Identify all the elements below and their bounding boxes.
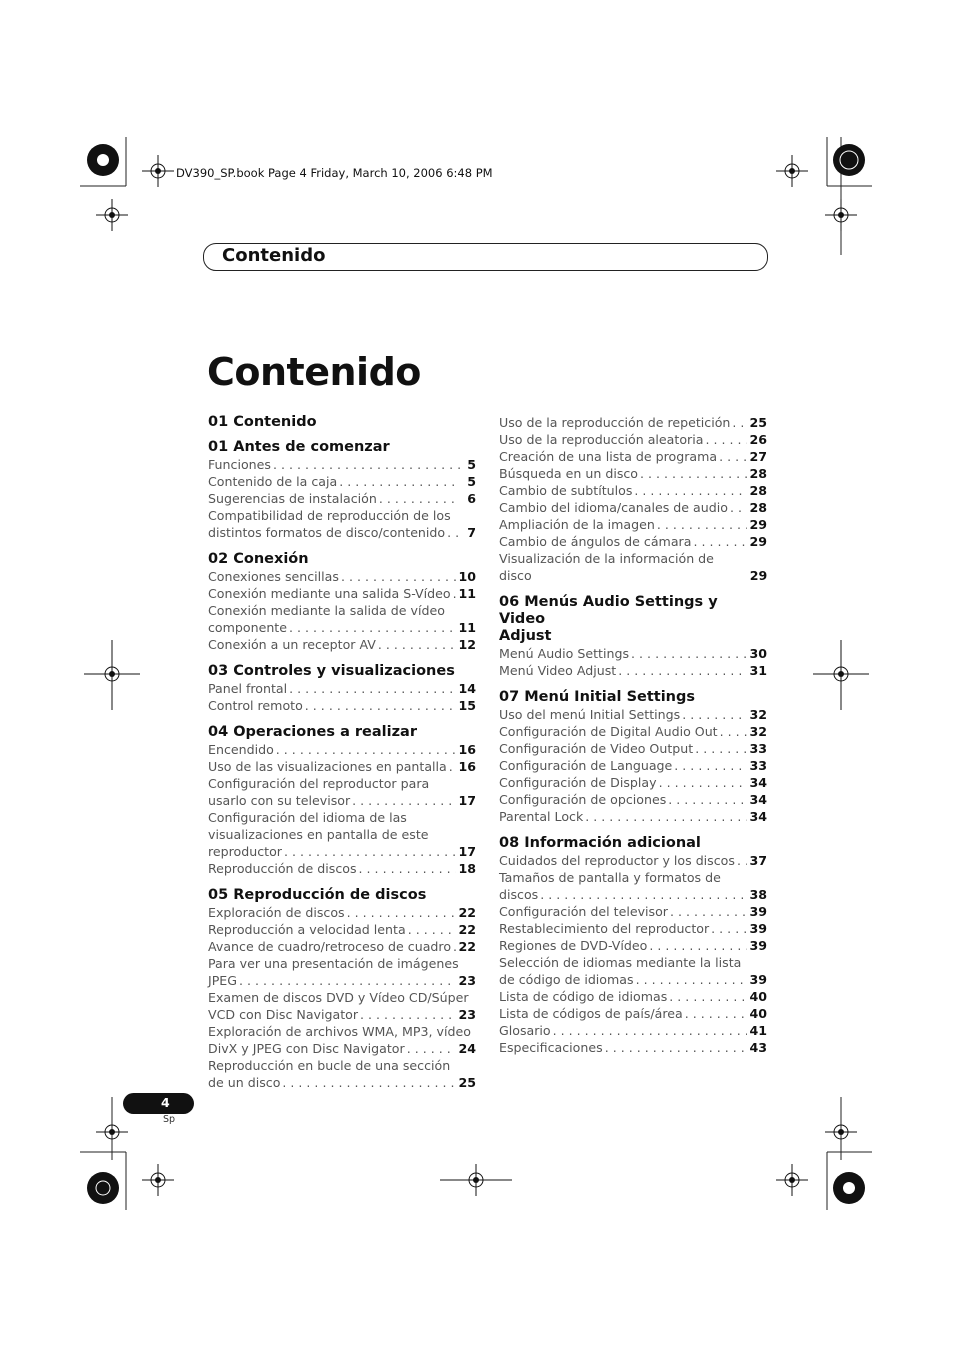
toc-entry-text: Visualización de la información de disco [499, 551, 718, 583]
toc-entry[interactable] [499, 740, 767, 757]
toc-entry-page: 28 [749, 483, 767, 498]
toc-entry-text: Configuración de Video Output [499, 741, 694, 756]
toc-entry[interactable] [499, 465, 767, 482]
toc-section-title[interactable]: 02 Conexión [208, 551, 309, 567]
toc-entry-text: Conexión mediante una salida S-Vídeo [208, 586, 451, 601]
toc-entry-text: Búsqueda en un disco [499, 466, 639, 481]
toc-entry-text: Uso de la reproducción de repetición [499, 415, 731, 430]
toc-entry[interactable] [208, 524, 476, 541]
toc-entry-text: Configuración del televisor [499, 904, 668, 919]
toc-left-column [208, 414, 476, 1091]
toc-entry-page: 25 [458, 1075, 476, 1090]
toc-entry-text: Lista de códigos de país/área [499, 1006, 683, 1021]
toc-entry-page: 34 [749, 775, 767, 790]
toc-entry[interactable] [499, 1005, 767, 1022]
toc-entry-page: 22 [458, 939, 476, 954]
toc-entry[interactable] [499, 499, 767, 516]
toc-entry-text: Reproducción a velocidad lenta [208, 922, 406, 937]
page-number-tab [123, 1093, 194, 1114]
toc-entry[interactable] [499, 774, 767, 791]
toc-entry-page: 39 [749, 904, 767, 919]
toc-entry-text: de código de idiomas [499, 972, 634, 987]
toc-entry-text: Configuración de opciones [499, 792, 667, 807]
toc-entry-page: 33 [749, 758, 767, 773]
toc-entry-page: 29 [749, 534, 767, 549]
toc-entry[interactable] [499, 791, 767, 808]
toc-entry[interactable] [208, 1006, 476, 1023]
toc-entry-text: Contenido de la caja [208, 474, 338, 489]
toc-section-title-cont[interactable]: Adjust [499, 628, 552, 644]
toc-entry[interactable] [499, 937, 767, 954]
toc-entry-page: 11 [458, 620, 476, 635]
toc-right-column [499, 414, 767, 1056]
toc-entry-text: Parental Lock [499, 809, 584, 824]
toc-entry-text: Cuidados del reproductor y los discos [499, 853, 735, 868]
toc-entry-line[interactable]: Exploración de archivos WMA, MP3, vídeo [208, 1024, 471, 1039]
toc-entry[interactable] [499, 971, 767, 988]
toc-entry-text: Funciones [208, 457, 271, 472]
toc-entry-text: Configuración de Display [499, 775, 657, 790]
toc-entry-line[interactable]: Configuración del reproductor para [208, 776, 430, 791]
toc-entry-text: de un disco [208, 1075, 281, 1090]
toc-entry[interactable] [499, 920, 767, 937]
toc-entry[interactable] [499, 448, 767, 465]
page-language: Sp [163, 1114, 176, 1125]
toc-entry-text: Exploración de discos [208, 905, 345, 920]
toc-entry-text: JPEG [208, 973, 238, 988]
toc-entry[interactable] [208, 456, 476, 473]
toc-entry-text: Uso de la reproducción aleatoria [499, 432, 704, 447]
toc-entry-page: 40 [749, 989, 767, 1004]
section-header-label: Contenido [222, 245, 326, 266]
toc-entry-page: 15 [458, 698, 476, 713]
toc-entry[interactable] [208, 490, 476, 507]
toc-entry-text: VCD con Disc Navigator [208, 1007, 359, 1022]
toc-entry-text: Ampliación de la imagen [499, 517, 655, 532]
toc-entry[interactable] [208, 741, 476, 758]
toc-entry-page: 39 [749, 938, 767, 953]
toc-entry[interactable] [499, 886, 767, 903]
toc-entry-page: 5 [467, 474, 476, 489]
toc-entry[interactable] [208, 568, 476, 585]
toc-entry[interactable] [499, 414, 767, 431]
toc-entry-text: Control remoto [208, 698, 303, 713]
toc-entry-text: Conexión a un receptor AV [208, 637, 376, 652]
toc-entry[interactable] [499, 706, 767, 723]
toc-entry[interactable] [208, 473, 476, 490]
toc-entry[interactable] [208, 904, 476, 921]
toc-entry-text: Avance de cuadro/retroceso de cuadro [208, 939, 452, 954]
toc-entry-page: 17 [458, 793, 476, 808]
toc-entry-line[interactable]: Selección de idiomas mediante la lista [499, 955, 742, 970]
toc-entry-page: 34 [749, 809, 767, 824]
toc-entry-page: 31 [749, 663, 767, 678]
toc-entry[interactable] [499, 482, 767, 499]
toc-entry-text: Regiones de DVD-Vídeo [499, 938, 648, 953]
toc-entry-page: 43 [749, 1040, 767, 1055]
toc-entry-text: reproductor [208, 844, 282, 859]
toc-entry-page: 26 [749, 432, 767, 447]
toc-section-title[interactable]: 07 Menú Initial Settings [499, 689, 696, 705]
toc-entry-text: Cambio de ángulos de cámara [499, 534, 692, 549]
toc-entry-text: Uso de las visualizaciones en pantalla [208, 759, 447, 774]
toc-entry-text: discos [499, 887, 539, 902]
toc-entry[interactable] [499, 550, 767, 584]
toc-entry-page: 30 [749, 646, 767, 661]
toc-section-title[interactable]: 01 Contenido [208, 414, 317, 430]
toc-entry-page: 7 [467, 525, 476, 540]
toc-entry-page: 18 [458, 861, 476, 876]
toc-entry[interactable] [208, 972, 476, 989]
toc-entry-page: 17 [458, 844, 476, 859]
toc-entry[interactable] [208, 636, 476, 653]
toc-entry-text: Glosario [499, 1023, 551, 1038]
toc-entry[interactable] [208, 860, 476, 877]
page-number: 4 [161, 1095, 170, 1110]
toc-entry-page: 39 [749, 972, 767, 987]
toc-entry-page: 32 [749, 707, 767, 722]
toc-entry-page: 16 [458, 742, 476, 757]
toc-entry-page: 27 [749, 449, 767, 464]
toc-entry[interactable] [499, 988, 767, 1005]
section-header-band [203, 243, 768, 271]
toc-entry[interactable] [208, 619, 476, 636]
toc-entry[interactable] [208, 1074, 476, 1091]
toc-entry-text: Reproducción de discos [208, 861, 357, 876]
print-header: DV390_SP.book Page 4 Friday, March 10, 2006 6:48 PM [176, 166, 493, 180]
toc-entry-line[interactable]: Reproducción en bucle de una sección [208, 1058, 451, 1073]
toc-entry-line[interactable]: Configuración del idioma de las [208, 810, 407, 825]
toc-entry-page: 29 [749, 568, 768, 583]
toc-entry[interactable] [208, 585, 476, 602]
toc-entry[interactable] [208, 758, 476, 775]
toc-entry-line[interactable]: visualizaciones en pantalla de este [208, 827, 429, 842]
toc-entry[interactable] [208, 1040, 476, 1057]
toc-entry[interactable] [208, 680, 476, 697]
toc-entry-text: Configuración de Language [499, 758, 673, 773]
toc-entry-text: Conexiones sencillas [208, 569, 339, 584]
toc-entry-text: Panel frontal [208, 681, 288, 696]
toc-entry[interactable] [499, 645, 767, 662]
toc-entry-page: 25 [749, 415, 767, 430]
toc-entry-text: Encendido [208, 742, 274, 757]
toc-entry-page: 22 [458, 905, 476, 920]
toc-entry[interactable] [499, 533, 767, 550]
toc-entry[interactable] [499, 808, 767, 825]
toc-entry-text: Menú Video Adjust [499, 663, 617, 678]
toc-entry-text: usarlo con su televisor [208, 793, 351, 808]
toc-entry-page: 33 [749, 741, 767, 756]
toc-section-title[interactable]: 08 Información adicional [499, 835, 701, 851]
toc-entry-page: 28 [749, 466, 767, 481]
toc-entry-page: 28 [749, 500, 767, 515]
toc-section-title[interactable]: 06 Menús Audio Settings y Video [499, 594, 718, 627]
toc-entry[interactable] [499, 1039, 767, 1056]
toc-entry-page: 24 [458, 1041, 476, 1056]
toc-section-title[interactable]: 05 Reproducción de discos [208, 887, 427, 903]
toc-entry-text: Cambio de subtítulos [499, 483, 633, 498]
page-title: Contenido [207, 350, 421, 394]
toc-section-title[interactable]: 04 Operaciones a realizar [208, 724, 417, 740]
toc-entry[interactable] [208, 792, 476, 809]
toc-entry[interactable] [499, 431, 767, 448]
toc-entry-page: 37 [749, 853, 767, 868]
toc-entry-text: Especificaciones [499, 1040, 603, 1055]
toc-entry[interactable] [499, 1022, 767, 1039]
toc-entry-page: 23 [458, 1007, 476, 1022]
toc-entry-text: Uso del menú Initial Settings [499, 707, 681, 722]
toc-entry-page: 38 [749, 887, 767, 902]
toc-entry-text: Lista de código de idiomas [499, 989, 668, 1004]
toc-entry-text: Sugerencias de instalación [208, 491, 377, 506]
toc-entry-line[interactable]: Para ver una presentación de imágenes [208, 956, 459, 971]
toc-entry-text: Menú Audio Settings [499, 646, 630, 661]
toc-entry-page: 23 [458, 973, 476, 988]
toc-entry-text: componente [208, 620, 287, 635]
toc-entry-page: 22 [458, 922, 476, 937]
toc-entry-text: Configuración de Digital Audio Out [499, 724, 718, 739]
toc-section-title[interactable]: 03 Controles y visualizaciones [208, 663, 455, 679]
toc-entry-page: 34 [749, 792, 767, 807]
toc-entry[interactable] [208, 938, 476, 955]
toc-entry[interactable] [499, 662, 767, 679]
toc-entry[interactable] [499, 757, 767, 774]
toc-entry-page: 6 [467, 491, 476, 506]
toc-entry[interactable] [208, 921, 476, 938]
toc-entry-text: DivX y JPEG con Disc Navigator [208, 1041, 405, 1056]
toc-entry[interactable] [499, 903, 767, 920]
toc-entry-text: Creación de una lista de programa [499, 449, 718, 464]
toc-entry-page: 29 [749, 517, 767, 532]
toc-entry-line[interactable]: Examen de discos DVD y Vídeo CD/Súper [208, 990, 469, 1005]
toc-section-title[interactable]: 01 Antes de comenzar [208, 439, 390, 455]
toc-entry-page: 12 [458, 637, 476, 652]
toc-entry-text: Cambio del idioma/canales de audio [499, 500, 728, 515]
toc-entry-line[interactable]: Conexión mediante la salida de vídeo [208, 603, 445, 618]
toc-entry-page: 16 [458, 759, 476, 774]
toc-entry[interactable] [208, 843, 476, 860]
toc-entry-page: 14 [458, 681, 476, 696]
toc-entry-page: 10 [458, 569, 476, 584]
toc-entry-page: 40 [749, 1006, 767, 1021]
toc-entry[interactable] [208, 697, 476, 714]
toc-entry-text: Restablecimiento del reproductor [499, 921, 710, 936]
toc-entry[interactable] [499, 852, 767, 869]
toc-entry[interactable] [499, 723, 767, 740]
toc-entry-page: 11 [458, 586, 476, 601]
toc-entry-page: 32 [749, 724, 767, 739]
toc-entry-page: 5 [467, 457, 476, 472]
toc-entry-page: 41 [749, 1023, 767, 1038]
toc-entry[interactable] [499, 516, 767, 533]
toc-entry-page: 39 [749, 921, 767, 936]
toc-entry-line[interactable]: Tamaños de pantalla y formatos de [499, 870, 721, 885]
toc-entry-text: distintos formatos de disco/contenido [208, 525, 446, 540]
toc-entry-line[interactable]: Compatibilidad de reproducción de los [208, 508, 451, 523]
